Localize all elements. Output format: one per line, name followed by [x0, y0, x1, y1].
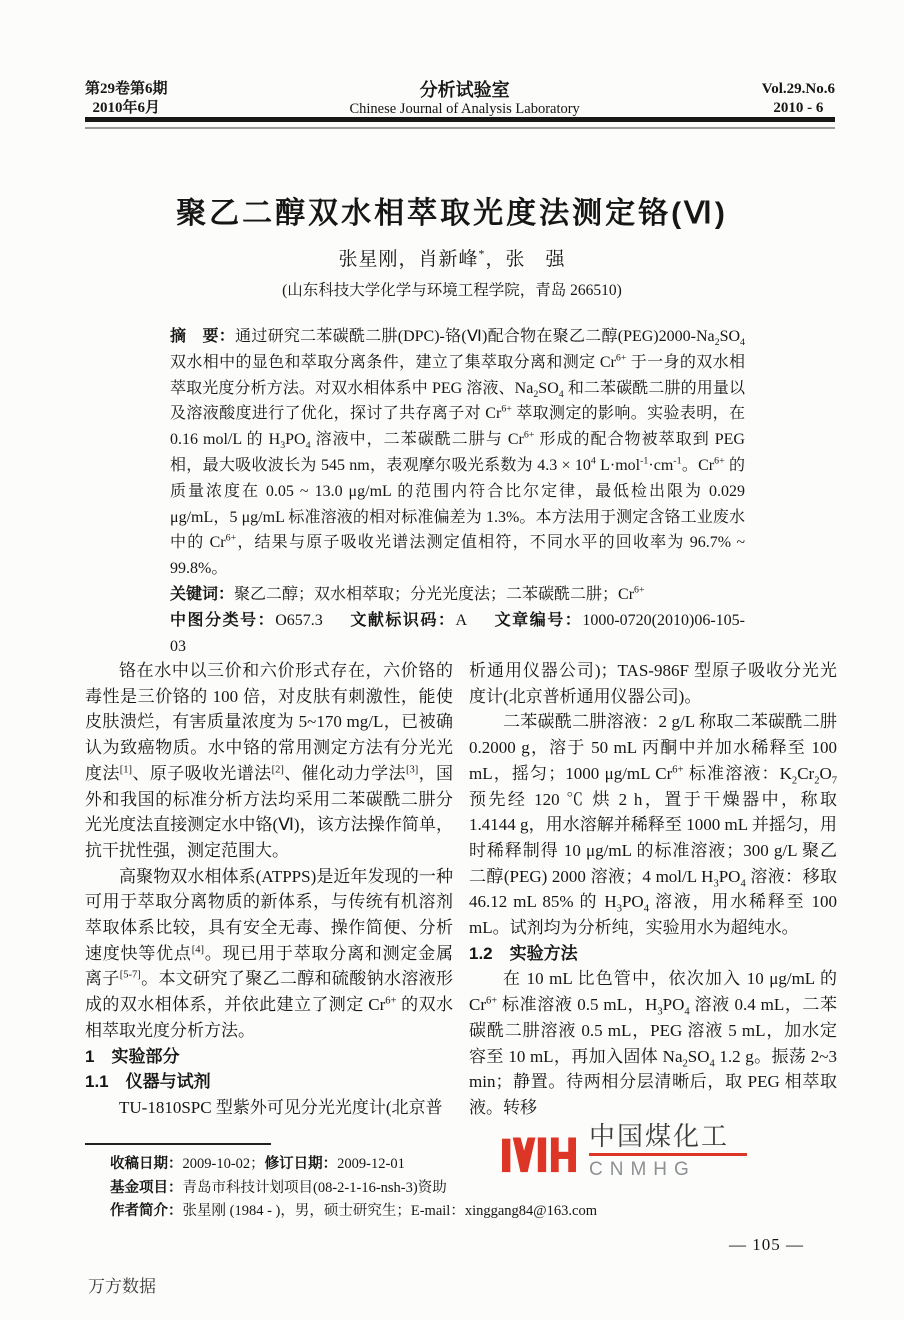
watermark-underline	[589, 1153, 747, 1156]
reagents-paragraph: 二苯碳酰二肼溶液：2 g/L 称取二苯碳酰二肼 0.2000 g，溶于 50 mL 丙酮中并加水稀释至 100 mL，摇匀；1000 μg/mL $Cr^{6+}$ 标准溶液：$K_2Cr_2O_7$ 预先经 120 ℃ 烘 2 h，置于干燥器中，称取 1.4144 g，用水溶解并稀释至 1000 mL 并摇匀，用时稀释制得 10 μg/mL 的标准溶液；300 g/L 聚乙二醇(PEG) 2000 溶液；4 mol/L $H_3PO_4$ 溶液：移取 46.12 mL 85% 的 $H_3PO_4$ 溶液，用水稀释至 100 mL。试剂均为分析纯，实验用水为超纯水。	[469, 712, 837, 938]
date-cn: 2010年6月	[92, 100, 161, 116]
watermark	[502, 1121, 747, 1190]
revised-label: 修订日期：	[264, 1156, 338, 1172]
coal-chem-logo-icon	[502, 1121, 576, 1190]
doc-code-value: A	[455, 611, 468, 629]
journal-name-en: Chinese Journal of Analysis Laboratory	[349, 101, 580, 117]
fund-label: 基金项目：	[110, 1179, 183, 1196]
header-rule-thin	[85, 127, 835, 129]
watermark-en: CNMHG	[589, 1159, 696, 1180]
keywords-text: 聚乙二醇；双水相萃取；分光光度法；二苯碳酰二肼；$Cr^{6+}$	[234, 584, 645, 603]
section-heading-1-1: 1.1 仪器与试剂	[85, 1072, 211, 1092]
article-id-value: 1000-0720(2010)06-105-03	[170, 611, 745, 655]
keywords-label: 关键词：	[170, 585, 235, 603]
right-column	[469, 658, 837, 1124]
doc-code-label: 文献标识码：	[348, 611, 456, 629]
body-columns	[85, 658, 837, 1124]
authors-line: 张星刚，肖新峰*，张 强	[338, 247, 566, 270]
author-bio-value: 张星刚 (1984 - )，男，硕士研究生；E-mail：xinggang84@163.com	[182, 1203, 597, 1219]
section-heading-1-2: 1.2 实验方法	[469, 943, 578, 963]
abstract-paragraph	[170, 324, 745, 582]
wanfang-data-mark: 万方数据	[88, 1277, 156, 1296]
header-issue-cn	[85, 80, 168, 118]
abstract-text: 通过研究二苯碳酰二肼(DPC)-铬(Ⅵ)配合物在聚乙二醇$(PEG)2000-Na_2SO_4$ 双水相中的显色和萃取分离条件，建立了集萃取分离和测定 $Cr^{6+}$ 于一身的双水相萃取光度分析方法。对双水相体系中 PEG 溶液、$Na_2SO_4$ 和二苯碳酰二肼的用量以及溶液酸度进行了优化，探讨了共存离子对 $Cr^{6+}$ 萃取测定的影响。实验表明，在 0.16 mol/L 的 $H_3PO_4$ 溶液中，二苯碳酰二肼与 $Cr^{6+}$ 形成的配合物被萃取到 PEG 相，最大吸收波长为 545 nm，表观摩尔吸光系数为 $4.3 \times 10^4$ $L\cdot mol^{-1}\cdot cm^{-1}$。$Cr^{6+}$ 的质量浓度在 0.05 ~ 13.0 μg/mL 的范围内符合比尔定律，最低检出限为 0.029 μg/mL，5 μg/mL 标准溶液的相对标准偏差为 1.3%。本方法用于测定含铬工业废水中的 $Cr^{6+}$，结果与原子吸收光谱法测定值相符，不同水平的回收率为 96.7% ~ 99.8%。	[170, 328, 745, 578]
header-rule-thick	[85, 117, 835, 122]
journal-name-cn: 分析试验室	[419, 80, 510, 100]
left-column	[85, 658, 453, 1124]
author-bio-label: 作者简介：	[110, 1203, 183, 1219]
affiliation-line: (山东科技大学化学与环境工程学院，青岛 266510)	[282, 282, 622, 299]
page-title: 聚乙二醇双水相萃取光度法测定铬(Ⅵ)	[176, 197, 728, 231]
journal-header	[85, 80, 835, 119]
watermark-cn: 中国煤化工	[589, 1121, 730, 1151]
date-en: 2010 - 6	[773, 100, 824, 116]
instruments-paragraph-cont: 析通用仪器公司)；TAS-986F 型原子吸收分光光度计(北京普析通用仪器公司)。	[469, 661, 837, 706]
volume-issue-cn: 第29卷第6期	[85, 81, 168, 97]
section-heading-1: 1 实验部分	[85, 1046, 180, 1066]
journal-name-block	[349, 80, 579, 119]
intro-paragraph-2: 高聚物双水相体系(ATPPS)是近年发现的一种可用于萃取分离物质的新体系，与传统有机溶剂萃取体系比较，具有安全无毒、操作简便、分析速度快等优点[4]。现已用于萃取分离和测定金属离子[5-7]。本文研究了聚乙二醇和硫酸钠水溶液形成的双水相体系，并依此建立了测定 $Cr^{6+}$ 的双水相萃取光度分析方法。	[85, 866, 454, 1040]
keywords-line	[170, 582, 745, 608]
article-id-label: 文章编号：	[493, 611, 583, 629]
intro-paragraph-1: 铬在水中以三价和六价形式存在，六价铬的毒性是三价铬的 100 倍，对皮肤有刺激性，能使皮肤溃烂，有害质量浓度为 5~170 mg/L，已被确认为致癌物质。水中铬的常用测定方法有分光光度法[1]、原子吸收光谱法[2]、催化动力学法[3]，国外和我国的标准分析方法均采用二苯碳酰二肼分光光度法直接测定水中铬(Ⅵ)，该方法操作简单，抗干扰性强，测定范围大。	[85, 661, 454, 860]
method-paragraph: 在 10 mL 比色管中，依次加入 10 μg/mL 的 $Cr^{6+}$ 标准溶液 0.5 mL，$H_3PO_4$ 溶液 0.4 mL，二苯碳酰二肼溶液 0.5 mL，PEG 溶液 5 mL，加水定容至 10 mL，再加入固体 $Na_2SO_4$ 1.2 g。振荡 2~3 min；静置。待两相分层清晰后，取 PEG 相萃取液。转移	[469, 969, 837, 1117]
received-value: 2009-10-02；	[182, 1156, 265, 1172]
abstract-block	[170, 324, 745, 659]
page-number: — 105 —	[729, 1235, 804, 1254]
volume-issue-en: Vol.29.No.6	[761, 81, 835, 97]
header-issue-en	[762, 80, 835, 118]
clc-value: O657.3	[275, 611, 323, 629]
revised-value: 2009-12-01	[337, 1156, 405, 1172]
fund-value: 青岛市科技计划项目(08-2-1-16-nsh-3)资助	[182, 1179, 447, 1196]
author-bio-row	[110, 1200, 630, 1224]
classification-line	[170, 608, 745, 660]
footnote-rule	[85, 1143, 271, 1145]
instruments-paragraph-start: TU-1810SPC 型紫外可见分光光度计(北京普	[119, 1097, 443, 1117]
watermark-text	[589, 1121, 747, 1181]
abstract-label: 摘 要：	[170, 328, 236, 345]
clc-label: 中图分类号：	[170, 611, 276, 629]
received-label: 收稿日期：	[110, 1156, 183, 1172]
